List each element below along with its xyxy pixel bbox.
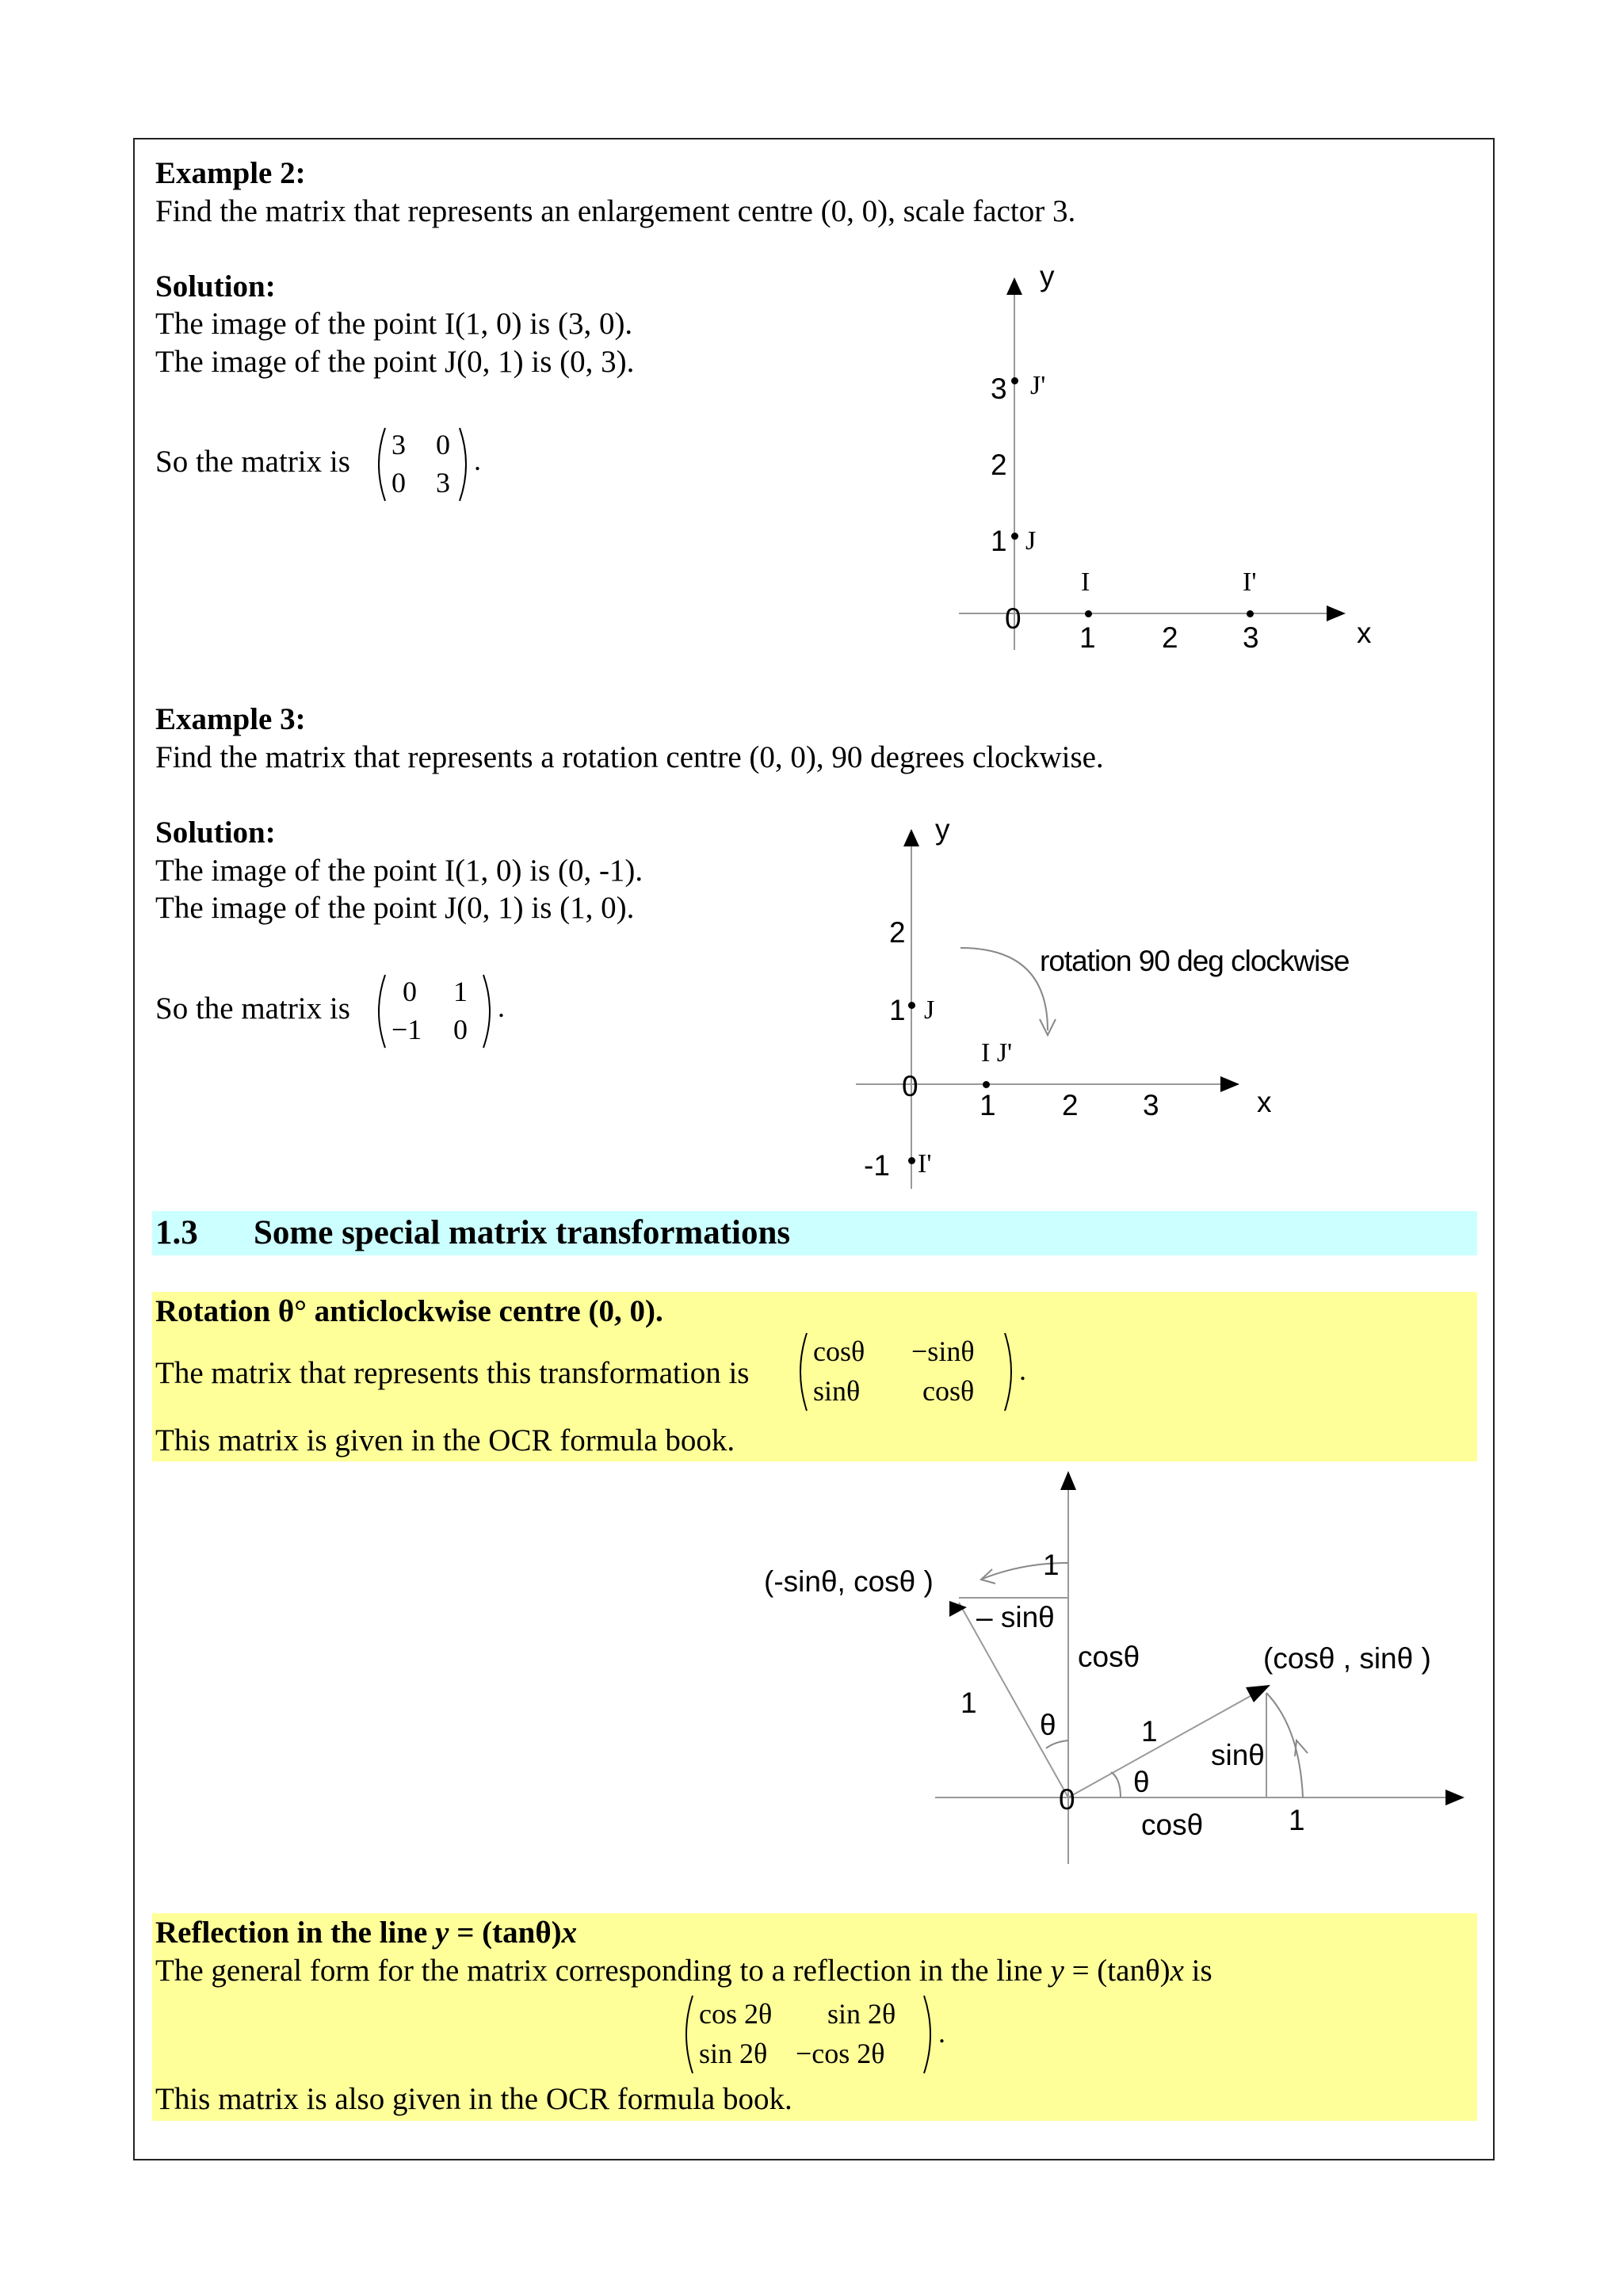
matrix-entry: 0 xyxy=(453,1014,468,1045)
heading-var: y xyxy=(435,1916,449,1950)
x-tick-label: 2 xyxy=(1162,621,1178,654)
y-tick-label: 1 xyxy=(889,994,906,1026)
cos-bottom-label: cosθ xyxy=(1141,1809,1204,1841)
matrix-period: . xyxy=(1019,1354,1026,1386)
theta-label: θ xyxy=(1040,1709,1056,1741)
origin-label: 0 xyxy=(1005,602,1022,635)
y-axis-label: y xyxy=(935,813,950,846)
matrix-entry: 3 xyxy=(436,467,450,499)
theta-label: θ xyxy=(1133,1766,1150,1798)
rotation-label: rotation 90 deg clockwise xyxy=(1040,945,1350,977)
example2-heading: Example 2: xyxy=(155,156,306,190)
heading-text: Reflection in the line xyxy=(155,1916,436,1950)
matrix-entry: 0 xyxy=(403,976,417,1007)
matrix-entry: cosθ xyxy=(922,1375,975,1407)
rotation-text: The matrix that represents this transformation is xyxy=(155,1356,750,1390)
x-tick-label: 1 xyxy=(980,1089,996,1121)
point-label: J xyxy=(1025,526,1037,556)
point-label: J xyxy=(924,995,935,1025)
example3-line2: The image of the point J(0, 1) is (1, 0). xyxy=(155,891,635,925)
y-tick-label: -1 xyxy=(864,1149,890,1182)
matrix-period: . xyxy=(938,2017,945,2049)
reflection-note: This matrix is also given in the OCR formula book. xyxy=(155,2082,792,2116)
y-tick-label: 1 xyxy=(991,525,1007,557)
matrix-entry: −cos 2θ xyxy=(796,2038,885,2069)
point-label: I' xyxy=(918,1149,932,1179)
matrix-period: . xyxy=(498,991,505,1023)
example3-solution-heading: Solution: xyxy=(155,816,276,850)
example2-question: Find the matrix that represents an enlargement centre (0, 0), scale factor 3. xyxy=(155,194,1076,228)
x-axis-label: x xyxy=(1357,617,1372,649)
example3-line1: The image of the point I(1, 0) is (0, -1). xyxy=(155,854,643,888)
matrix-entry: sin 2θ xyxy=(699,2038,768,2069)
unit-label: 1 xyxy=(960,1687,977,1719)
x-tick-label: 1 xyxy=(1079,621,1096,654)
origin-label: 0 xyxy=(1059,1783,1075,1816)
text-var: x xyxy=(1170,1954,1184,1988)
matrix-entry: sin 2θ xyxy=(827,1998,896,2030)
origin-label: 0 xyxy=(902,1070,918,1102)
section-number: 1.3 xyxy=(155,1214,198,1251)
example2-solution-heading: Solution: xyxy=(155,269,276,304)
point-left-label: (-sinθ, cosθ ) xyxy=(764,1565,934,1598)
point-label: I xyxy=(1081,567,1090,597)
point-label: I' xyxy=(1243,567,1257,597)
reflection-text xyxy=(155,1953,1212,1990)
y-tick-label: 3 xyxy=(991,372,1007,405)
heading-var: x xyxy=(561,1916,578,1950)
sin-right-label: sinθ xyxy=(1211,1739,1265,1771)
example3-heading: Example 3: xyxy=(155,702,306,736)
example2-line1: The image of the point I(1, 0) is (3, 0). xyxy=(155,307,633,341)
reflection-heading xyxy=(155,1915,577,1952)
y-tick-label: 2 xyxy=(991,449,1007,481)
point-right-label: (cosθ , sinθ ) xyxy=(1263,1642,1431,1675)
x-tick-label: 3 xyxy=(1143,1089,1159,1121)
matrix-entry: −1 xyxy=(391,1014,422,1045)
cos-vertical-label: cosθ xyxy=(1078,1641,1140,1673)
unit-label: 1 xyxy=(1289,1804,1305,1836)
rotation-note: This matrix is given in the OCR formula book. xyxy=(155,1423,735,1457)
unit-label: 1 xyxy=(1141,1715,1158,1748)
example3-question: Find the matrix that represents a rotation centre (0, 0), 90 degrees clockwise. xyxy=(155,740,1104,774)
matrix-entry: 1 xyxy=(453,976,468,1007)
y-tick-label: 2 xyxy=(889,916,906,949)
matrix-entry: 3 xyxy=(391,429,406,460)
matrix-entry: sinθ xyxy=(813,1375,861,1407)
text-var: y xyxy=(1050,1954,1064,1988)
section-title: Some special matrix transformations xyxy=(254,1214,791,1251)
matrix-entry: −sinθ xyxy=(911,1335,975,1367)
example2-line2: The image of the point J(0, 1) is (0, 3). xyxy=(155,345,635,379)
reflection-matrix xyxy=(678,1992,948,2076)
x-axis-label: x xyxy=(1257,1086,1272,1118)
y-axis-label: y xyxy=(1040,260,1055,292)
x-tick-label: 2 xyxy=(1062,1089,1079,1121)
matrix-entry: 0 xyxy=(436,429,450,460)
heading-text: = (tanθ) xyxy=(449,1916,562,1950)
example2-matrix-prefix: So the matrix is xyxy=(155,445,350,479)
rotation-heading: Rotation θ° anticlockwise centre (0, 0). xyxy=(155,1294,663,1328)
matrix-period: . xyxy=(474,445,481,476)
text-part: The general form for the matrix corresponding to a reflection in the line xyxy=(155,1954,1051,1988)
x-tick-label: 3 xyxy=(1243,621,1259,654)
matrix-entry: cos 2θ xyxy=(699,1998,773,2030)
point-label: I J' xyxy=(981,1038,1013,1068)
unit-label: 1 xyxy=(1043,1549,1060,1581)
point-label: J' xyxy=(1030,371,1046,400)
matrix-entry: cosθ xyxy=(813,1335,865,1367)
example3-matrix-prefix: So the matrix is xyxy=(155,991,350,1026)
matrix-entry: 0 xyxy=(391,467,406,499)
text-part: is xyxy=(1183,1954,1212,1988)
minus-sin-label: – sinθ xyxy=(976,1601,1055,1633)
text-part: = (tanθ) xyxy=(1064,1954,1170,1988)
